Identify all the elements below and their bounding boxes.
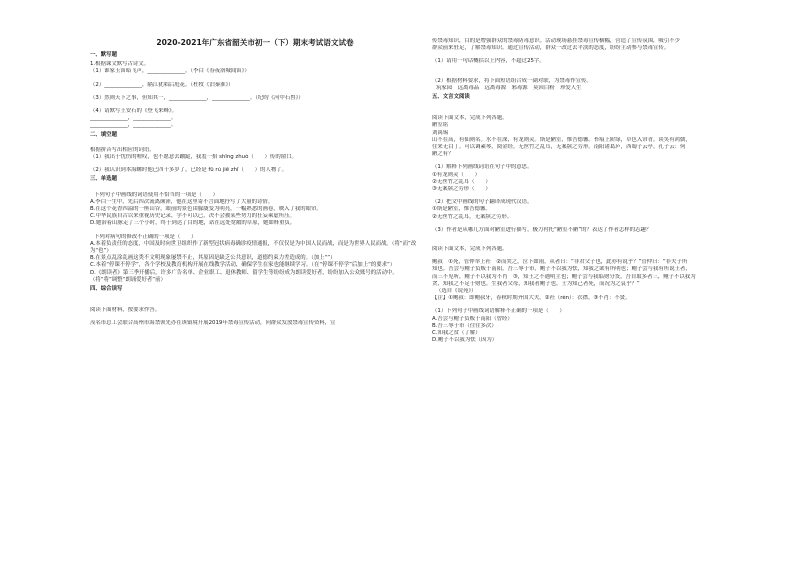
question-lead: 阅读下面文本，完成下列各题。 (432, 115, 508, 122)
option-c: C.本着“停课不停学”，各个学校及教育机构开展在线教学活动，确保学生在家也能继续学习。（在“停课不停学”后加上“的要求”） (90, 262, 396, 269)
passage-title: 陋室铭 (432, 122, 449, 129)
question-item: （2）把文中画线的句子翻译成现代汉语。 (432, 199, 533, 206)
option-c: C.知我之贫（了解） (432, 330, 481, 337)
option-a: A.李白一生中，先后四次流离颠沛，他在这里寄不言面地抒写了大量的诗情。 (90, 198, 274, 205)
option-c: C.中华民族自古以来重视历史记录，学不可以已，决不会被某些势力的狂妄乘虚所压。 (90, 213, 295, 220)
passage-author: 刘禹锡 (432, 129, 449, 136)
material-text: 群众前来驻足，了解禁毒知识。通过宣传活动，群众一改过去平淡的态度，纷纷主动参与禁毒宣传。 (432, 45, 670, 52)
sub-item: ②无丝竹之乱耳（ ） (432, 178, 491, 185)
sub-item: ①斯是陋室，惟吾德馨。 (432, 206, 491, 213)
option-b: B.在这个花香四溢的一座山谷，眼前的景色由朦胧变为明亮，一幅熟悉的画卷，映入了我的眼帘。 (90, 206, 322, 213)
option-a: A.本着负责任的态度，中国及时向世卫组织作了新型冠状病毒确诊疫情通报，不仅仅是为中国人民而战，而是为世界人民而战。（将“而”改为“也”） (90, 240, 417, 255)
passage-text: 往来无白丁。可以调素琴，阅金经。无丝竹之乱耳，无案牍之劳形。南阳诸葛庐，西蜀子云亭。孔子云：何 (432, 144, 686, 151)
material-text: 茂名市总工会联合高州市海禁领先办在该镇境开展2019年禁毒宣传活动，向群众发放禁毒宣传资料，宣 (90, 320, 336, 327)
passage-source: （选自《说苑》） (436, 288, 477, 295)
question-item: （1）下列句子中画线词语解释不正确的一项是（ ） (432, 308, 565, 315)
page-title: 2020-2021年广东省韶关市初一（下）期末考试语文试卷 (156, 38, 354, 47)
question-item: （2）______________，隔江犹唱后庭花。（杜牧《泊秦淮》） (90, 81, 234, 88)
passage-text: 陋之有？ (432, 151, 454, 158)
passage-text: 鲍叔 ①死，管仲举上衽 ②而哭之，泣下如雨。从者曰：“非君父子也，此亦有说乎？”管仲曰：“非夫子所 (432, 259, 688, 266)
sub-item: ③无案牍之劳形（ ） (432, 186, 491, 193)
question-item: （2）根据材料要求，将下面短语组合成一副对联，为禁毒作宣传。 (432, 77, 592, 84)
question-lead: 1.根据课文默写古诗文。 (90, 61, 150, 68)
option-a: A.吾尝与鲍子负贩于南阳（曾经） (432, 315, 513, 322)
right-column (432, 38, 762, 345)
answer-blank: ______________，______________。 (90, 122, 177, 129)
question-item: （3）然则天下之事，但知其一，______________，______________。（纪昀《河中石兽》） (90, 94, 304, 101)
option-d: D.鲍子不以我为怯（因为） (432, 337, 498, 344)
section-heading-2: 二、填空题 (90, 131, 117, 138)
question-item: （4）请默写王安石的《登飞来峰》。 (90, 108, 177, 115)
question-item: （1）我出于忧伤的喟叹，也不愿意去蹦跶，我羞一抬 shǐng zhuó（ ）传的窗口。 (90, 154, 297, 161)
question-lead: 下列对病句的修改不正确的一项是（ ） (94, 233, 197, 240)
option-d: D.《朗读者》第三季开播后，许多广告名单、企业职工、退休教师、留学生等纷纷成为朗读爱好者，纷纷加入公众账号的活动中。（将“将”调整“朗诵爱好者”前） (90, 269, 398, 283)
option-b: B.在景点乱涂乱画这类不文明现象屡禁不止，其原因是缺乏公共意识，道德约束力差造成的。（加上“”） (90, 255, 336, 262)
question-lead: 阅读下面材料，按要求作答。 (90, 307, 161, 314)
sub-item: ②无丝竹之乱耳，无案牍之劳形。 (432, 213, 513, 220)
material-text: 传禁毒知识，目的是增强群众的禁毒防毒意识。活动现场悬挂禁毒宣传横幅，营造了宣传氛围，吸引不少 (432, 38, 680, 44)
passage-text: 贪，知我之不足于财也。生我者父母，知我者鲍子也。士为知己者死，而况为之哀乎？” (432, 280, 640, 287)
question-item: （3）作者是从哪几方面对陋室进行描写，极力衬托“陋室不陋”的？表达了作者怎样的志趣？ (432, 226, 652, 233)
word-list: 筑家园 远离毒品 远离毒源 邪毒源 莫因白粉 珍爱人生 (436, 84, 582, 91)
passage-note: 【注】①鲍叔：即鲍叔牙，春秋时期齐国大夫。②衽（rèn）：衣襟。③不肖：不贤。 (432, 295, 631, 302)
passage-text: 山不在高，有仙则名。水不在深，有龙则灵。斯是陋室，惟吾德馨。苔痕上阶绿，草色入帘青。谈笑有鸿儒， (432, 136, 691, 143)
question-lead: 阅读下面文本，完成下列各题。 (432, 246, 508, 253)
answer-blank: ______________，______________。 (90, 115, 177, 122)
section-heading-4: 四、综合读写 (90, 286, 123, 293)
section-heading-3: 三、单选题 (90, 176, 117, 183)
option-d: D.她治着山脉走了三个小时，终于到达了目的地，站在远处宽敞的草原，她如释重负。 (90, 220, 296, 227)
question-item: （1）解释下列画线词语在句子中的意思。 (432, 164, 533, 171)
section-heading-1: 一、默写题 (90, 52, 117, 58)
question-item: （1）请用一句话概括以上内容，不超过25字。 (432, 58, 545, 65)
question-item: （1）谁家玉笛暗飞声，______________。（李白《春夜洛城闻笛》） (90, 68, 250, 75)
passage-text: 知也。吾尝与鲍子负贩于南阳，吾三辱于市，鲍子不以我为怯，知我之欲有所明也；鲍子尝与我有所说王者， (432, 266, 691, 273)
question-lead: 根据拼音写出相应的词语。 (90, 146, 155, 153)
left-column (90, 38, 420, 328)
option-b: B.吾三辱于市（往往多次） (432, 322, 497, 329)
passage-text: 而三不见听，鲍子不以我为不肖 ③，知王之不遇明主也；鲍子尝与我临财分货，吾自取多者三，鲍子不以我为 (432, 273, 696, 280)
question-lead: 下列句子中画线的词语使用不恰当的一项是（ ） (94, 191, 218, 198)
sub-item: ①有龙则灵（ ） (432, 171, 480, 178)
section-heading-5: 五、文言文阅读 (432, 94, 470, 101)
question-item: （2）我认识到本海螺时他已四十多岁了，已经是 fū rú jiē zhī（ ）的人物了。 (90, 167, 288, 174)
